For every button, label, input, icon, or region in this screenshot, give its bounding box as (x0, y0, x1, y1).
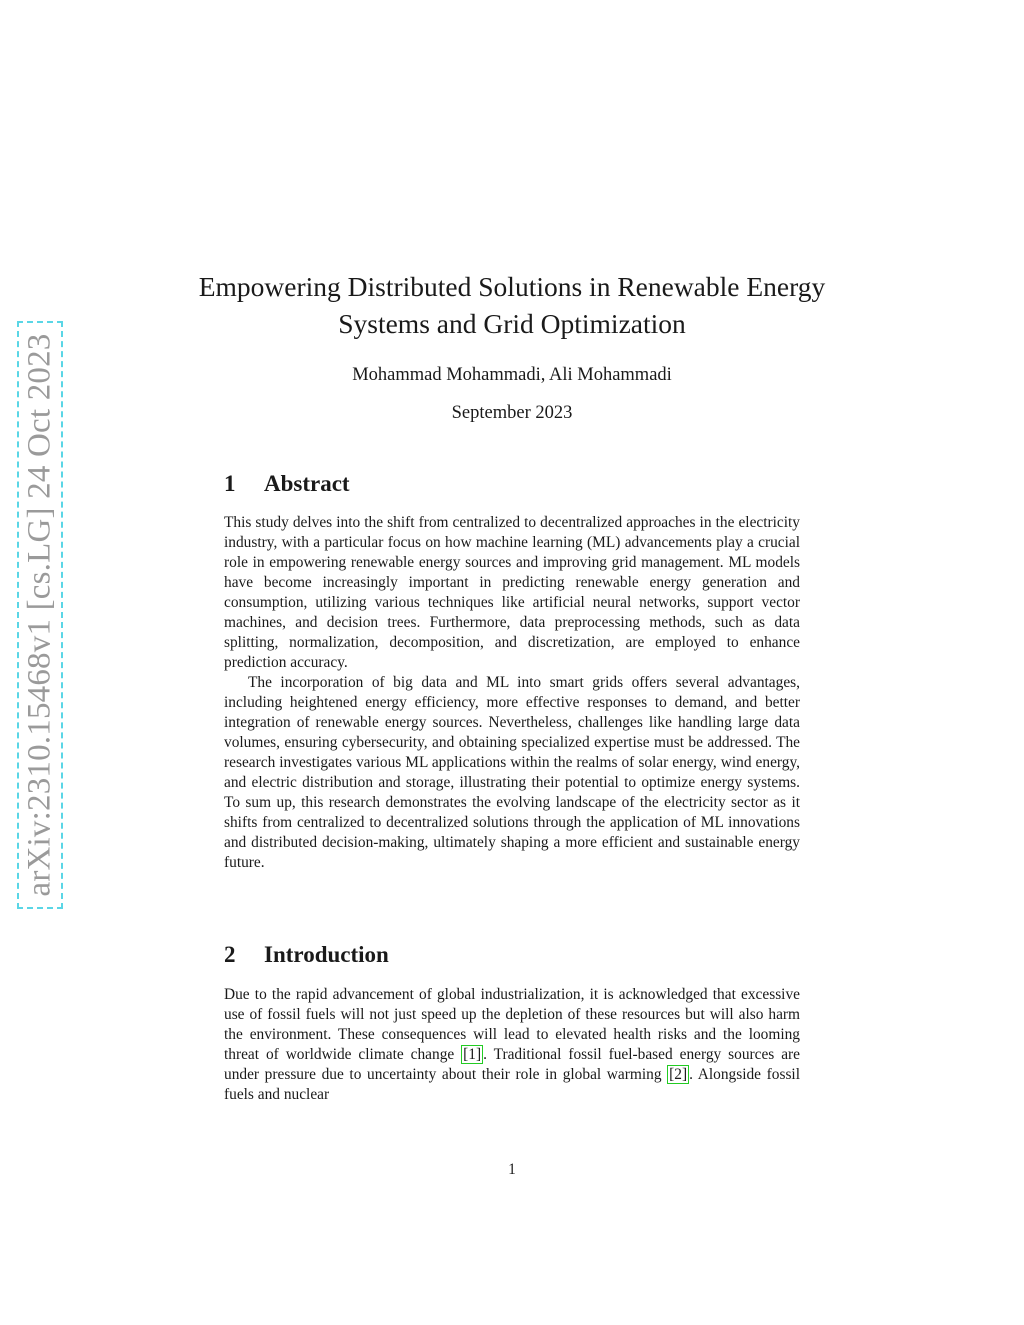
arxiv-identifier-text: arXiv:2310.15468v1 [cs.LG] 24 Oct 2023 (21, 333, 58, 897)
citation-link-2[interactable]: [2] (669, 1066, 688, 1083)
section-heading-introduction (224, 940, 389, 970)
citation-link-1[interactable]: [1] (463, 1046, 482, 1063)
page-number: 1 (508, 1161, 516, 1178)
abstract-body (224, 513, 800, 873)
paper-date: September 2023 (451, 403, 573, 423)
section-heading-abstract (224, 469, 350, 499)
section-number: 1 (224, 471, 236, 496)
paper-title: Empowering Distributed Solutions in Renewable Energy Systems and Grid Optimization (198, 271, 826, 339)
intro-text-segment: . Alongside fossil fuels and nuclear (224, 1066, 800, 1103)
arxiv-identifier-stamp (17, 321, 63, 909)
introduction-body (224, 985, 800, 1105)
section-title: Introduction (264, 942, 389, 967)
section-number: 2 (224, 942, 236, 967)
intro-text-segment: . Traditional fossil fuel-based energy sources are under pressure due to uncertainty about their role in global warming (224, 1046, 800, 1083)
abstract-paragraph-2: The incorporation of big data and ML into smart grids offers several advantages, including heightened energy efficiency, more effective responses to demand, and better integration of renewable energy sources. Nevertheless, challenges like handling large data volumes, ensuring cybersecurity, and obtaining specialized expertise must be addressed. The research investigates various ML applications within the realms of solar energy, wind energy, and electric distribution and storage, illustrating their potential to optimize energy systems. To sum up, this research demonstrates the evolving landscape of the electricity sector as it shifts from centralized to decentralized solutions through the application of ML innovations and distributed decision-making, ultimately shaping a more efficient and sustainable energy future. (224, 674, 800, 871)
intro-text-segment: Due to the rapid advancement of global industrialization, it is acknowledged that excessive use of fossil fuels will not just speed up the depletion of these resources but will also harm the environment. These consequences will lead to elevated health risks and the looming threat of worldwide climate change (224, 986, 800, 1063)
paper-authors: Mohammad Mohammadi, Ali Mohammadi (352, 365, 672, 385)
abstract-paragraph-1: This study delves into the shift from centralized to decentralized approaches in the electricity industry, with a particular focus on how machine learning (ML) advancements play a crucial role in empowering renewable energy sources and improving grid management. ML models have become increasingly important in predicting renewable energy generation and consumption, utilizing various techniques like artificial neural networks, support vector machines, and decision trees. Furthermore, data preprocessing methods, such as data splitting, normalization, decomposition, and discretization, are employed to enhance prediction accuracy. (224, 514, 800, 671)
introduction-paragraph-1 (224, 985, 800, 1105)
section-title: Abstract (264, 471, 350, 496)
